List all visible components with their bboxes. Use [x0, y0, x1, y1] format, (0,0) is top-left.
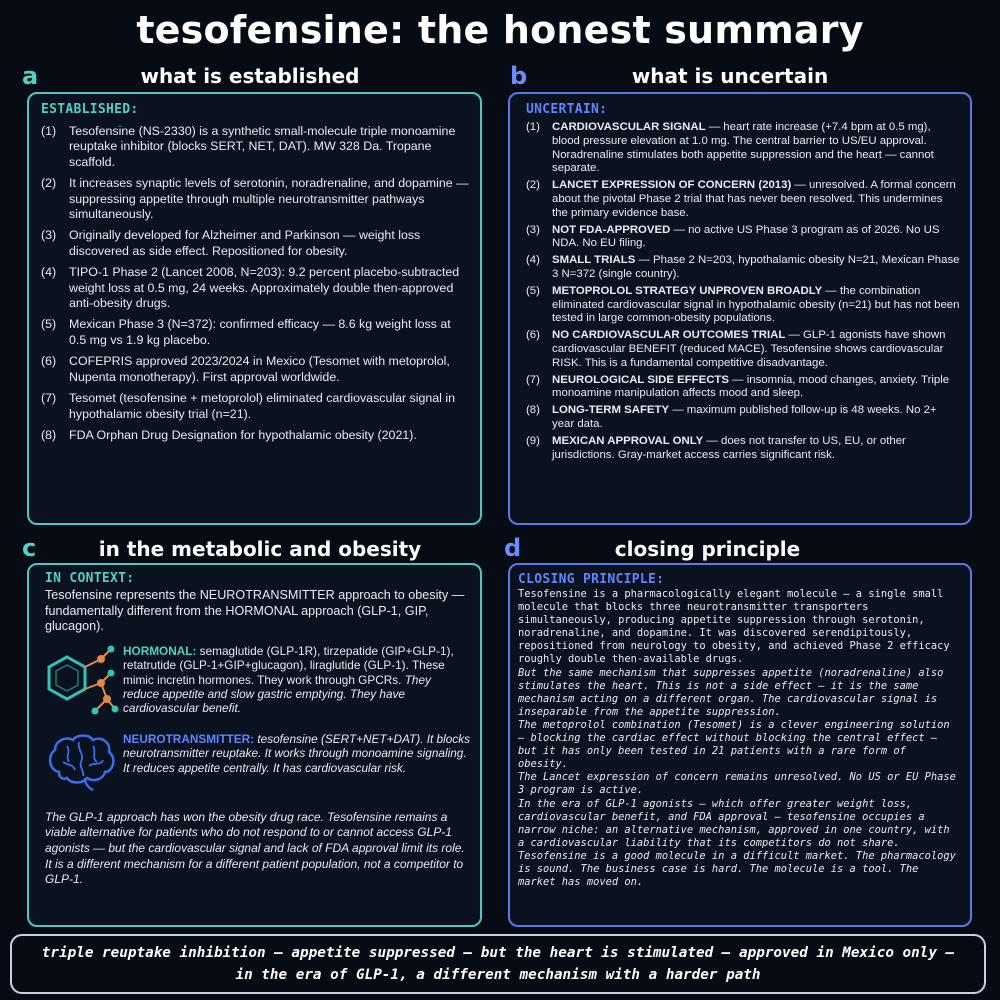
item-description: — heart rate increase (+7.4 bpm at 0.5 mg), blood pressure elevation at 1.0 mg. The central barrier to US/EU approval. Noradrenaline stimulates both appetite suppression and the heart — cannot separate. — [552, 121, 934, 175]
section-letter-d: d — [504, 534, 522, 562]
section-letter-c: c — [22, 534, 37, 562]
uncertain-item — [526, 329, 960, 370]
item-number: (3) — [41, 228, 57, 243]
item-text: TIPO-1 Phase 2 (Lancet 2008, N=203): 9.2 percent placebo-subtracted weight loss at 0.5 mg, 24 weeks. Approximately double then-approved anti-obesity drugs. — [69, 265, 460, 311]
item-description: — insomnia, mood changes, anxiety. Triple monoamine manipulation affects mood and sleep. — [552, 373, 950, 400]
uncertain-item — [526, 404, 960, 432]
established-item — [41, 228, 470, 259]
context-intro: Tesofensine represents the NEUROTRANSMITTER approach to obesity — fundamentally different from the HORMONAL approach (GLP-1, GIP, glucagon). — [45, 588, 465, 634]
uncertain-item — [526, 121, 960, 176]
uncertain-item — [526, 435, 960, 463]
panel-header-established: ESTABLISHED: — [41, 102, 139, 117]
item-text — [552, 224, 960, 252]
item-text: Tesomet (tesofensine + metoprolol) eliminated cardiovascular signal in hypothalamic obesity trial (n=21). — [69, 391, 456, 421]
panel-established — [27, 92, 482, 525]
item-text — [552, 374, 960, 402]
item-text: Mexican Phase 3 (N=372): confirmed efficacy — 8.6 kg weight loss at 0.5 mg vs 1.9 kg placebo. — [69, 317, 451, 347]
panel-closing — [508, 563, 972, 927]
panel-context — [27, 563, 482, 927]
hormonal-label: HORMONAL: — [123, 643, 197, 658]
closing-paragraph: Tesofensine is a pharmacologically elegant molecule — a single small molecule that blocks three neurotransmitter transporters simultaneously, producing appetite suppression through serotonin, noradrenaline, and dopamine. It was discovered serendipitously, repositioned from neurology to obesity, and achieved Phase 2 efficacy roughly double then-available drugs. — [518, 588, 950, 666]
item-description: — the combination eliminated cardiovascular signal in hypothalamic obesity (n=21) but has not been tested in large common-obesity populations. — [552, 284, 960, 325]
item-text: FDA Orphan Drug Designation for hypothalamic obesity (2021). — [69, 427, 417, 442]
established-item — [41, 317, 470, 348]
context-conclusion: The GLP-1 approach has won the obesity drug race. Tesofensine remains a viable alternative for patients who do not respond to or cannot access GLP-1 agonists — but the cardiovascular signal and lack of FDA approval limit its role. It is a different mechanism for a different patient population, not a competitor to GLP-1. — [45, 809, 465, 887]
item-number: (4) — [41, 265, 57, 280]
item-text: Originally developed for Alzheimer and Parkinson — weight loss discovered as side effect. Repositioned for obesity. — [69, 228, 421, 258]
item-number: (8) — [526, 404, 540, 417]
item-number: (5) — [41, 317, 57, 332]
panel-header-closing: CLOSING PRINCIPLE: — [518, 572, 665, 587]
item-description: — unresolved. A formal concern about the pivotal Phase 2 trial that has never been resolved. This undermines the primary evidence base. — [552, 179, 956, 219]
item-keyword: SMALL TRIALS — [552, 254, 636, 267]
item-keyword: NEUROLOGICAL SIDE EFFECTS — [552, 373, 729, 386]
item-number: (4) — [526, 254, 540, 267]
established-item — [41, 354, 470, 385]
item-number: (8) — [41, 427, 57, 442]
section-title-c: in the metabolic and obesity — [98, 537, 422, 561]
neurotransmitter-block — [45, 732, 470, 796]
item-keyword: NO CARDIOVASCULAR OUTCOMES TRIAL — [552, 329, 786, 342]
item-description: — no active US Phase 3 program as of 2026. No US NDA. No EU filing. — [552, 223, 940, 250]
established-item — [41, 265, 470, 311]
item-text — [552, 285, 960, 326]
item-keyword: CARDIOVASCULAR SIGNAL — [552, 121, 706, 133]
item-description: — does not transfer to US, EU, or other jurisdictions. Gray-market access carries significant risk. — [552, 434, 906, 461]
item-text: COFEPRIS approved 2023/2024 in Mexico (Tesomet with metoprolol, Nupenta monotherapy). First approval worldwide. — [69, 354, 450, 384]
item-number: (2) — [526, 179, 540, 192]
item-text: Tesofensine (NS-2330) is a synthetic small-molecule triple monoamine reuptake inhibitor (blocks SERT, NET, DAT). MW 328 Da. Tropane scaffold. — [69, 124, 456, 169]
item-text — [552, 435, 960, 463]
section-letter-b: b — [510, 62, 528, 90]
item-text — [552, 121, 960, 176]
item-text — [552, 179, 960, 220]
uncertain-item — [526, 285, 960, 326]
item-text — [552, 254, 960, 282]
molecule-network-icon — [45, 643, 123, 723]
established-list — [41, 124, 470, 443]
hormonal-block — [45, 643, 470, 723]
item-number: (7) — [41, 391, 57, 406]
item-description: — Phase 2 N=203, hypothalamic obesity N=21, Mexican Phase 3 N=372 (single country). — [552, 254, 960, 280]
item-number: (6) — [41, 354, 57, 369]
item-description: — GLP-1 agonists have shown cardiovascular BENEFIT (reduced MACE). Tesofensine shows cardiovascular RISK. This is a fundamental competitive disadvantage. — [552, 329, 946, 369]
item-number: (9) — [526, 434, 540, 447]
uncertain-item — [526, 254, 960, 282]
page-title: tesofensine: the honest summary — [136, 8, 864, 52]
hormonal-text: semaglutide (GLP-1R), tirzepatide (GIP+GLP-1), retatrutide (GLP-1+GIP+glucagon), liraglutide (GLP-1). These mimic incretin hormones. They work through GPCRs. — [123, 643, 454, 687]
hormonal-text-italic: They reduce appetite and slow gastric emptying. They have cardiovascular benefit. — [123, 672, 431, 716]
item-text: It increases synaptic levels of serotonin, noradrenaline, and dopamine — suppressing appetite through multiple neurotransmitter pathways simultaneously. — [69, 176, 469, 222]
item-text — [552, 329, 960, 370]
banner-line-1: triple reuptake inhibition — appetite suppressed — but the heart is stimulated — approved in Mexico only — — [41, 945, 955, 961]
closing-paragraph: Tesofensine is a good molecule in a difficult market. The pharmacology is sound. The business case is hard. The molecule is a tool. The market has moved on. — [518, 849, 956, 889]
neurotransmitter-label: NEUROTRANSMITTER: — [123, 731, 255, 746]
item-number: (2) — [41, 176, 57, 191]
closing-paragraph: The metoprolol combination (Tesomet) is a clever engineering solution — blocking the cardiac effect without blocking the central effect — but it has only been tested in 21 patients with a rare form of obesity. — [518, 718, 950, 771]
panel-header-context: IN CONTEXT: — [45, 571, 135, 586]
closing-paragraph: The Lancet expression of concern remains unresolved. No US or EU Phase 3 program is active. — [518, 771, 956, 797]
item-keyword: LONG-TERM SAFETY — [552, 404, 670, 417]
section-title-b: what is uncertain — [631, 64, 829, 88]
panel-uncertain — [508, 92, 972, 525]
established-item — [41, 124, 470, 170]
uncertain-item — [526, 374, 960, 402]
item-keyword: LANCET EXPRESSION OF CONCERN (2013) — [552, 179, 792, 192]
item-keyword: NOT FDA-APPROVED — [552, 223, 671, 236]
brain-icon — [45, 732, 123, 796]
item-keyword: MEXICAN APPROVAL ONLY — [552, 434, 704, 447]
established-item — [41, 428, 470, 443]
item-text — [552, 404, 960, 432]
panel-header-uncertain: UNCERTAIN: — [526, 102, 608, 117]
uncertain-list — [526, 121, 960, 462]
summary-banner — [10, 934, 986, 994]
banner-line-2: in the era of GLP-1, a different mechanism with a harder path — [235, 967, 761, 983]
uncertain-item — [526, 179, 960, 220]
item-number: (3) — [526, 223, 540, 236]
established-item — [41, 176, 470, 222]
item-number: (1) — [41, 124, 57, 138]
closing-body — [518, 588, 960, 889]
closing-paragraph: In the era of GLP-1 agonists — which offer greater weight loss, cardiovascular benefit, and FDA approval — tesofensine occupies a narrow niche: an alternative mechanism, approved in one country, with a cardiovascular liability that its competitors do not share. — [518, 797, 950, 849]
item-number: (5) — [526, 284, 540, 297]
section-letter-a: a — [22, 62, 39, 90]
established-item — [41, 391, 470, 422]
item-number: (6) — [526, 329, 540, 342]
closing-paragraph: But the same mechanism that suppresses appetite (noradrenaline) also stimulates the heart. This is not a side effect — it is the same mechanism acting on a different organ. The cardiovascular signal is inseparable from the appetite suppression. — [518, 666, 944, 718]
item-keyword: METOPROLOL STRATEGY UNPROVEN BROADLY — [552, 284, 823, 297]
item-description: — maximum published follow-up is 48 weeks. No 2+ year data. — [552, 404, 937, 430]
item-number: (1) — [526, 121, 540, 133]
section-title-a: what is established — [140, 64, 360, 88]
section-title-d: closing principle — [614, 537, 801, 561]
item-number: (7) — [526, 373, 540, 386]
uncertain-item — [526, 224, 960, 252]
neurotransmitter-text: tesofensine (SERT+NET+DAT). It blocks neurotransmitter reuptake. It works through monoamine signaling. It reduces appetite centrally. It has cardiovascular risk. — [123, 731, 470, 775]
